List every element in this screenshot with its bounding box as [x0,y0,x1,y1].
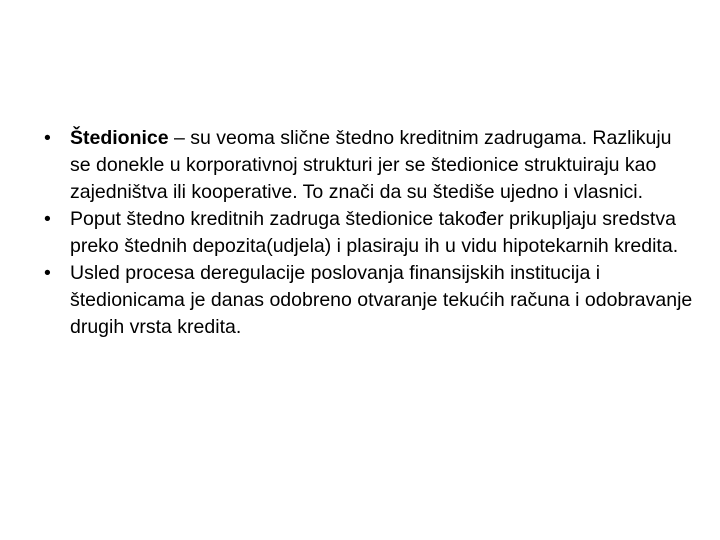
bullet-term: Štedionice [70,127,169,149]
bullet-item-deregulacija [44,260,694,341]
bullet-item-prikupljanje [44,206,694,260]
bullet-list [44,125,694,341]
bullet-text: – su veoma slične štedno kreditnim zadrugama. Razlikuju se donekle u korporativnoj strukturi jer se štedionice struktuiraju kao zajedništva ili kooperative. To znači da su štediše ujedno i vlasnici. [70,127,672,203]
bullet-dot: • [44,208,51,230]
bullet-item-stedionice [44,125,694,206]
bullet-dot: • [44,127,51,149]
bullet-dot: • [44,262,51,284]
bullet-text: Poput štedno kreditnih zadruga štedionice također prikupljaju sredstva preko štednih depozita(udjela) i plasiraju ih u vidu hipotekarnih kredita. [70,208,679,257]
bullet-text: Usled procesa deregulacije poslovanja finansijskih institucija i štedionicama je danas odobreno otvaranje tekućih računa i odobravanje drugih vrsta kredita. [70,262,693,338]
